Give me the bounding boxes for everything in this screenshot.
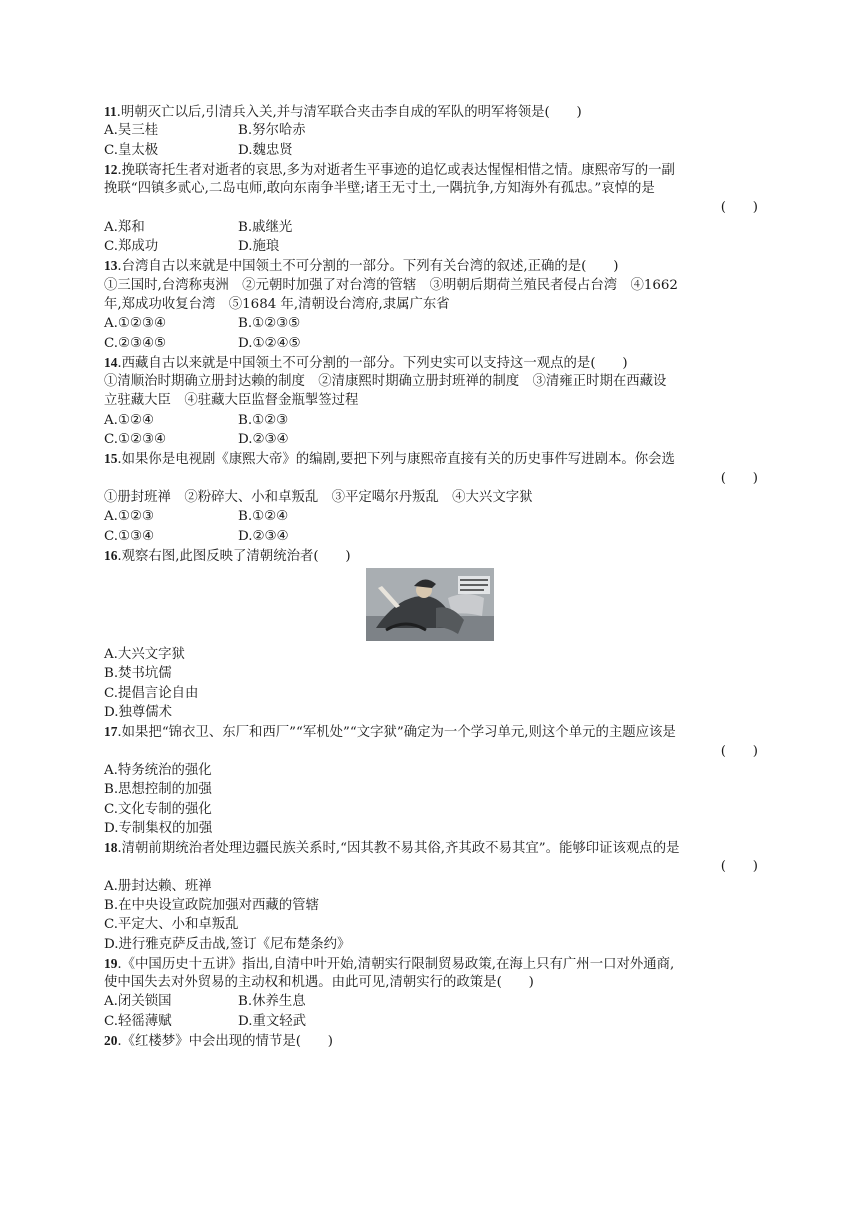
- option-d: D.重文轻武: [238, 1013, 307, 1029]
- answer-paren: ( ): [720, 470, 758, 486]
- question-14-items: ①清顺治时期确立册封达赖的制度 ②清康熙时期确立册封班禅的制度 ③清雍正时期在西藏设: [104, 374, 667, 390]
- question-18-paren-line: [104, 857, 758, 876]
- option-a: A.①②③④: [104, 316, 166, 332]
- question-12-stem-cont: 挽联“四镇多贰心,二岛屯师,敢向东南争半壁;诸王无寸土,一隅抗争,方知海外有孤忠。”哀悼的是: [104, 181, 655, 197]
- answer-paren: ( ): [720, 743, 758, 759]
- question-17-option-b: B.思想控制的加强: [104, 782, 212, 798]
- question-12-stem: 12.挽联寄托生者对逝者的哀思,多为对逝者生平事迹的追忆或表达惺惺相惜之情。康熙帝写的一副: [104, 161, 675, 178]
- question-11-options-cd: [104, 141, 758, 160]
- question-16-stem: 16.观察右图,此图反映了清朝统治者( ): [104, 547, 351, 564]
- question-11-stem: 11.明朝灭亡以后,引清兵入关,并与清军联合夹击李自成的军队的明军将领是( ): [104, 104, 582, 120]
- option-c: C.①③④: [104, 528, 155, 544]
- question-18-stem: 18.清朝前期统治者处理边疆民族关系时,“因其教不易其俗,齐其政不易其宜”。能够印证该观点的是: [104, 840, 680, 857]
- question-19-stem: 19.《中国历史十五讲》指出,自清中叶开始,清朝实行限制贸易政策,在海上只有广州一口对外通商,: [104, 955, 675, 972]
- answer-paren: ( ): [720, 200, 758, 216]
- question-15-stem: 15.如果你是电视剧《康熙大帝》的编剧,要把下列与康熙帝直接有关的历史事件写进剧本。你会选: [104, 451, 675, 468]
- question-16-option-d: D.独尊儒术: [104, 705, 173, 721]
- answer-paren: ( ): [720, 859, 758, 875]
- question-13-items: ①三国时,台湾称夷洲 ②元朝时加强了对台湾的管辖 ③明朝后期荷兰殖民者侵占台湾 ④1662: [104, 277, 678, 293]
- option-c: C.②③④⑤: [104, 335, 167, 351]
- option-d: D.②③④: [238, 432, 289, 448]
- option-b: B.戚继光: [238, 219, 293, 235]
- question-18-option-a: A.册封达赖、班禅: [104, 878, 212, 894]
- question-13-options-cd: [104, 334, 758, 353]
- option-a: A.①②③: [104, 509, 154, 525]
- option-a: A.吴三桂: [104, 123, 159, 139]
- option-b: B.休养生息: [238, 994, 306, 1010]
- option-c: C.轻徭薄赋: [104, 1013, 172, 1029]
- option-a: A.①②④: [104, 412, 154, 428]
- option-d: D.施琅: [238, 239, 280, 255]
- question-14-options-cd: [104, 430, 758, 449]
- question-14-stem: 14.西藏自古以来就是中国领土不可分割的一部分。下列史实可以支持这一观点的是( ): [104, 354, 628, 371]
- question-16-option-c: C.提倡言论自由: [104, 685, 199, 701]
- option-b: B.①②④: [238, 509, 289, 525]
- question-15-items: ①册封班禅 ②粉碎大、小和卓叛乱 ③平定噶尔丹叛乱 ④大兴文字狱: [104, 489, 533, 505]
- option-c: C.皇太极: [104, 142, 159, 158]
- question-18-option-b: B.在中央设宣政院加强对西藏的管辖: [104, 897, 319, 913]
- option-d: D.②③④: [238, 528, 289, 544]
- question-13-stem: 13.台湾自古以来就是中国领土不可分割的一部分。下列有关台湾的叙述,正确的是( ): [104, 258, 619, 275]
- question-12-paren-line: [104, 198, 758, 217]
- question-16-option-a: A.大兴文字狱: [104, 647, 185, 663]
- option-a: A.闭关锁国: [104, 994, 172, 1010]
- question-17-option-d: D.专制集权的加强: [104, 820, 213, 836]
- question-page: [104, 102, 758, 1050]
- question-12-options-ab: [104, 218, 758, 237]
- question-11-options-ab: [104, 121, 758, 140]
- question-17-stem: 17.如果把“锦衣卫、东厂和西厂”“军机处”“文字狱”确定为一个学习单元,则这个单元的主题应该是: [104, 724, 676, 741]
- option-b: B.①②③: [238, 412, 289, 428]
- question-13-options-ab: [104, 314, 758, 333]
- option-c: C.郑成功: [104, 239, 159, 255]
- option-a: A.郑和: [104, 219, 145, 235]
- option-d: D.①②④⑤: [238, 335, 301, 351]
- question-15-options-ab: [104, 507, 758, 526]
- question-16-figure: [104, 565, 758, 645]
- question-14-options-ab: [104, 411, 758, 430]
- question-17-option-a: A.特务统治的强化: [104, 762, 212, 778]
- question-16-option-b: B.焚书坑儒: [104, 666, 172, 682]
- question-17-option-c: C.文化专制的强化: [104, 801, 212, 817]
- literary-inquisition-illustration-icon: [366, 568, 494, 641]
- question-19-stem-cont: 使中国失去对外贸易的主动权和机遇。由此可见,清朝实行的政策是( ): [104, 975, 534, 991]
- question-13-items-cont: 年,郑成功收复台湾 ⑤1684 年,清朝设台湾府,隶属广东省: [104, 296, 450, 312]
- question-20-stem: 20.《红楼梦》中会出现的情节是( ): [104, 1033, 333, 1050]
- question-19-options-ab: [104, 992, 758, 1011]
- option-d: D.魏忠贤: [238, 142, 293, 158]
- question-15-options-cd: [104, 527, 758, 546]
- option-b: B.努尔哈赤: [238, 123, 306, 139]
- question-17-paren-line: [104, 742, 758, 761]
- question-19-options-cd: [104, 1012, 758, 1031]
- question-18-option-c: C.平定大、小和卓叛乱: [104, 917, 239, 933]
- question-12-options-cd: [104, 237, 758, 256]
- question-14-items-cont: 立驻藏大臣 ④驻藏大臣监督金瓶掣签过程: [104, 393, 359, 409]
- option-c: C.①②③④: [104, 432, 167, 448]
- question-15-paren-line: [104, 469, 758, 488]
- question-18-option-d: D.进行雅克萨反击战,签订《尼布楚条约》: [104, 936, 351, 952]
- option-b: B.①②③⑤: [238, 316, 301, 332]
